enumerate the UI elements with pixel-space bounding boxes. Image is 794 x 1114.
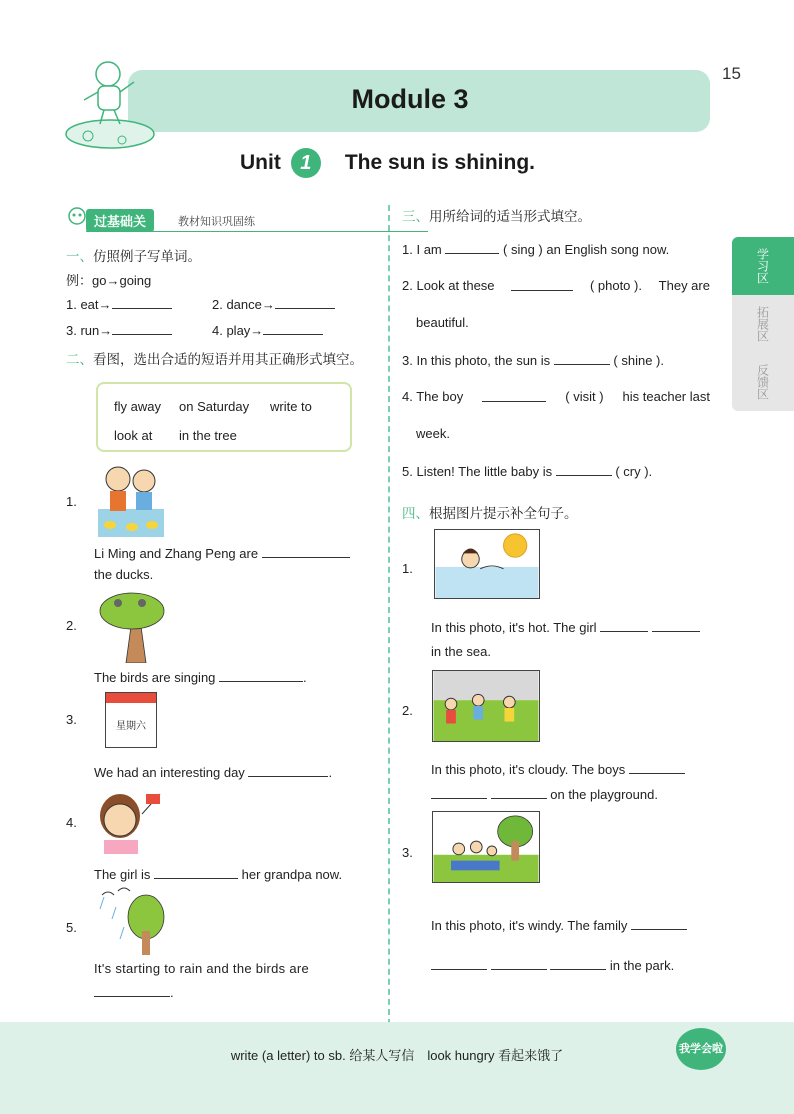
module-title: Module 3 — [351, 84, 469, 114]
answer-blank[interactable] — [491, 786, 547, 799]
s4-q1-number: 1. — [402, 561, 413, 576]
s4-q3-cont: in the park. — [431, 957, 674, 973]
s2-q1-text-cont: the ducks. — [94, 567, 154, 582]
calendar-header — [106, 693, 156, 703]
tab-feedback[interactable]: 反馈区 — [732, 353, 794, 411]
footer-phrases: write (a letter) to sb. 给某人写信 look hungry 看起来饿了 — [230, 1048, 564, 1063]
section1-example: 例：go→going — [66, 273, 152, 288]
s4-q2-number: 2. — [402, 703, 413, 718]
s1-item-4: 4. play→ — [212, 322, 323, 338]
s2-q5-text-cont: . — [94, 984, 174, 1000]
s3-q2: 2. Look at these ( photo ). They are — [402, 278, 710, 293]
s3-q5: 5. Listen! The little baby is ( cry ). — [402, 464, 653, 479]
phrase-look-at: look at — [114, 428, 153, 443]
calendar-day: 星期六 — [116, 721, 146, 732]
phrase-write-to: write to — [270, 399, 312, 414]
s3-q1: 1. I am ( sing ) an English song now. — [402, 242, 670, 257]
s4-q1-text: In this photo, it's hot. The girl — [431, 619, 700, 635]
answer-blank[interactable] — [550, 957, 606, 970]
page-number: 15 — [722, 64, 741, 83]
answer-blank[interactable] — [554, 352, 610, 365]
answer-blank[interactable] — [431, 786, 487, 799]
tag-subtitle: 教材知识巩固练 — [178, 216, 255, 228]
s3-q2-cont: beautiful. — [416, 315, 469, 330]
s1-item-1: 1. eat→ — [66, 296, 172, 312]
side-tabs — [732, 237, 794, 411]
answer-blank[interactable] — [94, 984, 170, 997]
girl-swimming-picture — [434, 529, 540, 599]
s2-q5-number: 5. — [66, 920, 77, 935]
answer-blank[interactable] — [219, 669, 303, 682]
answer-blank[interactable] — [248, 764, 328, 777]
answer-blank[interactable] — [556, 463, 612, 476]
unit-title — [240, 148, 535, 178]
answer-blank[interactable] — [112, 296, 172, 309]
s2-q3-number: 3. — [66, 712, 77, 727]
tab-extend[interactable]: 拓展区 — [732, 295, 794, 353]
phrase-fly-away: fly away — [114, 399, 161, 414]
tab-study[interactable]: 学习区 — [732, 237, 794, 295]
s1-item-3: 3. run→ — [66, 322, 172, 338]
answer-blank[interactable] — [445, 241, 499, 254]
tag-underline — [86, 231, 428, 232]
s2-q3-text: We had an interesting day . — [94, 765, 333, 780]
unit-label: Unit — [240, 151, 281, 174]
s2-q4-number: 4. — [66, 815, 77, 830]
s2-q5-text: It's starting to rain and the birds are — [94, 961, 310, 976]
s3-q4-cont: week. — [416, 426, 450, 441]
phrase-on-saturday: on Saturday — [179, 399, 250, 414]
boys-football-picture — [432, 670, 540, 742]
s3-q4: 4. The boy ( visit ) his teacher last — [402, 389, 710, 404]
s4-q3-number: 3. — [402, 845, 413, 860]
answer-blank[interactable] — [263, 322, 323, 335]
unit-number-badge: 1 — [291, 148, 321, 178]
family-picnic-picture — [432, 811, 540, 883]
answer-blank[interactable] — [262, 545, 350, 558]
s2-q1-text: Li Ming and Zhang Peng are — [94, 545, 350, 561]
tag-title: 过基础关 — [86, 209, 154, 232]
s2-q4-text: The girl is her grandpa now. — [94, 867, 343, 882]
s4-q2-text: In this photo, it's cloudy. The boys — [431, 761, 685, 777]
answer-blank[interactable] — [154, 866, 238, 879]
s4-q2-cont: on the playground. — [431, 786, 658, 802]
s1-item-2: 2. dance→ — [212, 296, 335, 312]
rain-birds-picture — [94, 887, 170, 957]
s3-q3: 3. In this photo, the sun is ( shine ). — [402, 353, 664, 368]
answer-blank[interactable] — [112, 322, 172, 335]
section3-title: 三、用所给词的适当形式填空。 — [402, 209, 591, 224]
s4-q1-cont: in the sea. — [431, 644, 491, 659]
basic-level-tag — [64, 205, 364, 233]
phrase-in-the-tree: in the tree — [179, 428, 237, 443]
birds-tree-picture — [96, 589, 168, 663]
section1-title: 一、仿照例子写单词。 — [66, 249, 201, 264]
section2-title: 二、看图，选出合适的短语并用其正确形式填空。 — [66, 352, 363, 367]
s2-q1-number: 1. — [66, 494, 77, 509]
answer-blank[interactable] — [275, 296, 335, 309]
column-divider — [388, 205, 390, 1025]
answer-blank[interactable] — [631, 917, 687, 930]
calendar-picture — [105, 692, 157, 748]
answer-blank[interactable] — [431, 957, 487, 970]
unit-name: The sun is shining. — [344, 151, 536, 174]
answer-blank[interactable] — [629, 761, 685, 774]
answer-blank[interactable] — [482, 389, 546, 402]
answer-blank[interactable] — [652, 619, 700, 632]
answer-blank[interactable] — [491, 957, 547, 970]
learned-badge: 我学会啦 — [676, 1028, 726, 1070]
answer-blank[interactable] — [600, 619, 648, 632]
section4-title: 四、根据图片提示补全句子。 — [402, 506, 578, 521]
s2-q2-text: The birds are singing . — [94, 670, 307, 685]
boys-ducks-picture — [96, 463, 166, 539]
answer-blank[interactable] — [511, 278, 573, 291]
s4-q3-text: In this photo, it's windy. The family — [431, 917, 687, 933]
s2-q2-number: 2. — [66, 618, 77, 633]
girl-writing-picture — [94, 784, 166, 858]
footer-band — [0, 1022, 794, 1114]
